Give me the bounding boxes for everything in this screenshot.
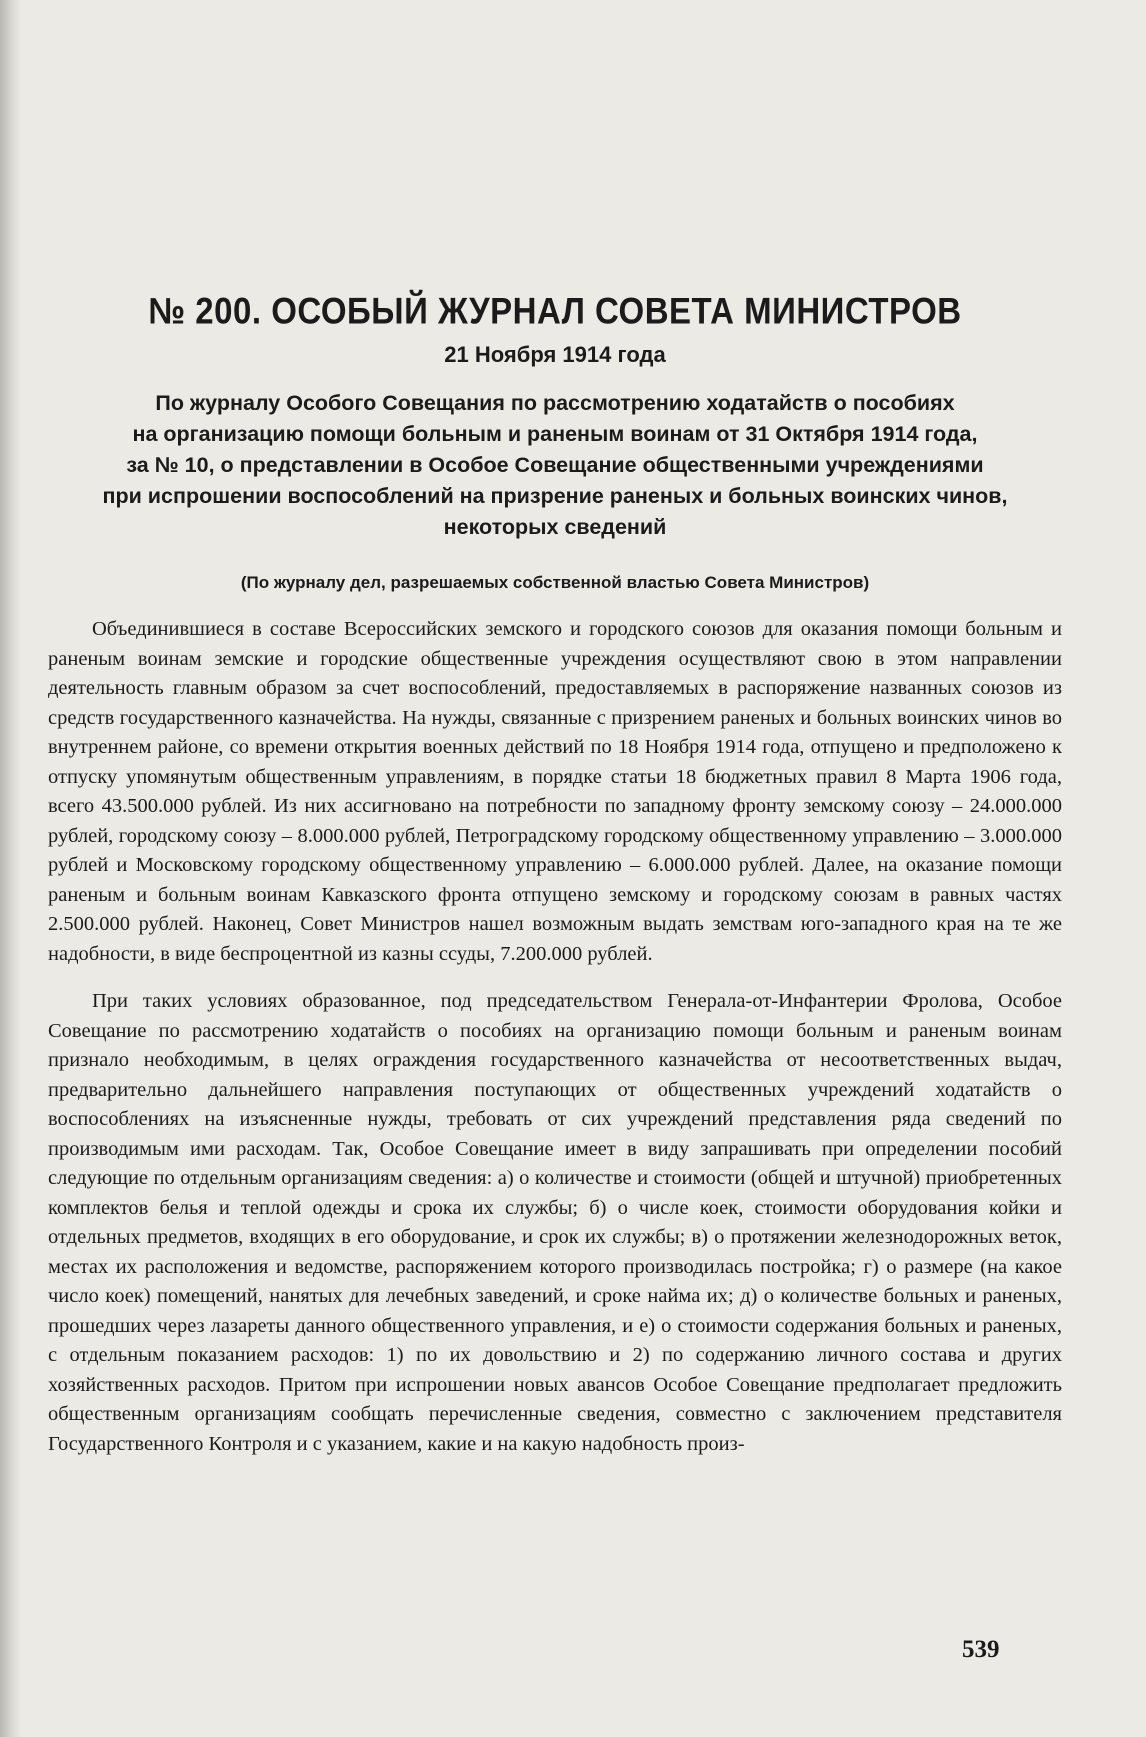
- subtitle-line: некоторых сведений: [443, 515, 667, 539]
- document-subtitle: [48, 388, 1062, 543]
- document-note: (По журналу дел, разрешаемых собственной властью Совета Министров): [240, 573, 870, 592]
- binding-shadow: [0, 0, 22, 1737]
- subtitle-line: на организацию помощи больным и раненым воинам от 31 Октября 1914 года,: [132, 422, 978, 446]
- document-body: [48, 289, 1062, 1477]
- document-date: 21 Ноября 1914 года: [444, 342, 666, 367]
- subtitle-line: за № 10, о представлении в Особое Совещание общественными учреждениями: [126, 453, 984, 477]
- paragraph: При таких условиях образованное, под председательством Генерала-от-Инфантерии Фролова, Особое Совещание по рассмотрению ходатайств о пособиях на организацию помощи больным и раненым воинам признало необходимым, в целях ограждения государственного казначейства от несоответственных выдач, предварительно дальнейшего направления поступающих от общественных учреждений ходатайств о воспособлениях на изъясненные нужды, требовать от сих учреждений представления ряда сведений по производимым ими расходам. Так, Особое Совещание имеет в виду запрашивать при определении пособий следующие по отдельным организациям сведения: а) о количестве и стоимости (общей и штучной) приобретенных комплектов белья и теплой одежды и срока их службы; б) о числе коек, стоимости оборудования койки и отдельных предметов, входящих в его оборудование, и срок их службы; в) о протяжении железнодорожных веток, местах их расположения и ведомстве, распоряжением которого производилась постройка; г) о размере (на какое число коек) помещений, нанятых для лечебных заведений, и сроке найма их; д) о количестве больных и раненых, прошедших через лазареты данного общественного управления, и е) о стоимости содержания больных и раненых, с отдельным показанием расходов: 1) по их довольствию и 2) по содержанию личного состава и других хозяйственных расходов. Притом при испрошении новых авансов Особое Совещание предполагает предложить общественным организациям сообщать перечисленные сведения, совместно с заключением представителя Государственного Контроля и с указанием, какие и на какую надобность произ-: [48, 990, 1062, 1455]
- page-number: 539: [962, 1636, 1000, 1663]
- document-title: № 200. ОСОБЫЙ ЖУРНАЛ СОВЕТА МИНИСТРОВ: [148, 289, 962, 332]
- subtitle-line: По журналу Особого Совещания по рассмотрению ходатайств о пособиях: [155, 391, 955, 415]
- paragraph: Объединившиеся в составе Всероссийских земского и городского союзов для оказания помощи больным и раненым воинам земские и городские общественные учреждения осуществляют свою в этом направлении деятельность главным образом за счет воспособлений, предоставляемых в распоряжение названных союзов из средств государственного казначейства. На нужды, связанные с призрением раненых и больных воинских чинов во внутреннем районе, со времени открытия военных действий по 18 Ноября 1914 года, отпущено и предположено к отпуску упомянутым общественным управлениям, в порядке статьи 18 бюджетных правил 8 Марта 1906 года, всего 43.500.000 рублей. Из них ассигновано на потребности по западному фронту земскому союзу – 24.000.000 рублей, городскому союзу – 8.000.000 рублей, Петроградскому городскому общественному управлению – 3.000.000 рублей и Московскому городскому общественному управлению – 6.000.000 рублей. Далее, на оказание помощи раненым и больным воинам Кавказского фронта отпущено земскому и городскому союзам в равных частях 2.500.000 рублей. Наконец, Совет Министров нашел возможным выдать земствам юго-западного края на те же надобности, в виде беспроцентной из казны ссуды, 7.200.000 рублей.: [48, 618, 1062, 965]
- subtitle-line: при испрошении воспособлений на призрение раненых и больных воинских чинов,: [102, 484, 1008, 508]
